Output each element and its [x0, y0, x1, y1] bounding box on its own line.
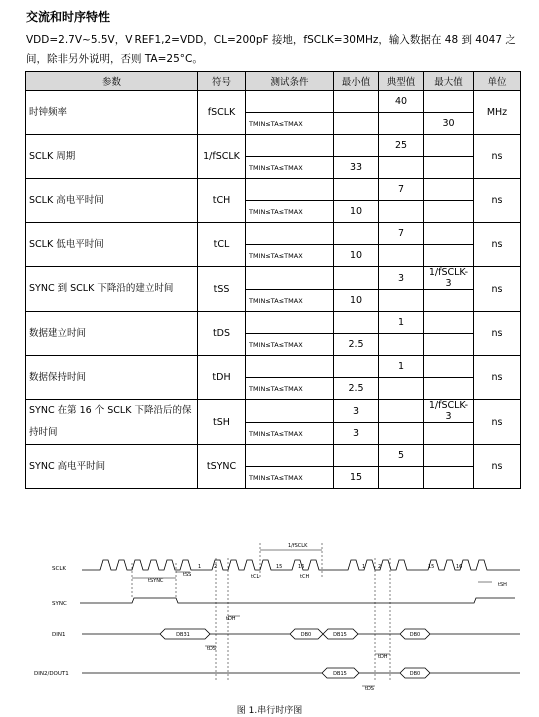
- cell-min: 10: [334, 290, 379, 312]
- cell-condition: TMIN≤TA≤TMAX: [246, 467, 334, 489]
- cell-max-bottom: 30: [424, 113, 474, 135]
- cell-condition: TMIN≤TA≤TMAX: [246, 290, 334, 312]
- cell-min: [334, 113, 379, 135]
- label-tss: tSS: [183, 572, 192, 578]
- cell-symbol: tDH: [198, 356, 246, 400]
- cell-condition-empty: [246, 91, 334, 113]
- clock-number: 15: [428, 564, 435, 570]
- sync-waveform: [80, 598, 515, 603]
- cell-symbol: 1/fSCLK: [198, 135, 246, 179]
- cell-max-bottom: [424, 157, 474, 179]
- table-row: [26, 356, 521, 378]
- cell-max-bottom: [424, 245, 474, 267]
- label-tch: tCH: [300, 574, 310, 580]
- cell-typ: [379, 400, 424, 423]
- cell-param: SCLK 低电平时间: [26, 223, 198, 267]
- cell-unit: ns: [474, 312, 521, 356]
- cell-min-top: 3: [334, 400, 379, 423]
- cell-typ: 7: [379, 179, 424, 201]
- header-typ: 典型值: [379, 72, 424, 91]
- cell-max-bottom: [424, 423, 474, 445]
- clock-number: 1: [198, 564, 202, 570]
- cell-symbol: tCL: [198, 223, 246, 267]
- cell-condition-empty: [246, 179, 334, 201]
- cell-condition: TMIN≤TA≤TMAX: [246, 113, 334, 135]
- cell-min: 15: [334, 467, 379, 489]
- cell-unit: ns: [474, 356, 521, 400]
- clock-number: 2: [214, 564, 218, 570]
- cell-typ-bottom: [379, 334, 424, 356]
- cell-typ-bottom: [379, 423, 424, 445]
- cell-symbol: tCH: [198, 179, 246, 223]
- table-row: [26, 223, 521, 245]
- signal-label-sclk: SCLK: [52, 566, 67, 572]
- table-row: [26, 179, 521, 201]
- cell-min-top: [334, 135, 379, 157]
- cell-unit: ns: [474, 135, 521, 179]
- cell-condition: TMIN≤TA≤TMAX: [246, 201, 334, 223]
- cell-min-top: [334, 91, 379, 113]
- cell-condition-empty: [246, 312, 334, 334]
- clock-number: 15: [276, 564, 283, 570]
- cell-typ: 3: [379, 267, 424, 290]
- table-row: [26, 312, 521, 334]
- cell-typ-bottom: [379, 201, 424, 223]
- label-tdh-2: tDH: [378, 654, 388, 660]
- cell-condition-empty: [246, 400, 334, 423]
- cell-unit: ns: [474, 400, 521, 445]
- cell-max-bottom: [424, 378, 474, 400]
- label-tsh: tSH: [498, 582, 507, 588]
- din1-bit-db0-2: DB0: [409, 632, 421, 638]
- signal-label-sync: SYNC: [52, 601, 67, 607]
- cell-typ: 25: [379, 135, 424, 157]
- label-tsync: tSYNC: [148, 578, 164, 584]
- cell-condition: TMIN≤TA≤TMAX: [246, 334, 334, 356]
- label-period: 1/fSCLK: [288, 543, 308, 549]
- cell-param: SYNC 高电平时间: [26, 445, 198, 489]
- label-tdh-1: tDH: [226, 616, 236, 622]
- cell-min-top: [334, 445, 379, 467]
- cell-unit: ns: [474, 267, 521, 312]
- cell-min: 2.5: [334, 378, 379, 400]
- cell-max-top: [424, 445, 474, 467]
- cell-condition-empty: [246, 356, 334, 378]
- din1-bit-db15: DB15: [333, 632, 347, 638]
- cell-typ-bottom: [379, 113, 424, 135]
- cell-unit: MHz: [474, 91, 521, 135]
- cell-symbol: tSYNC: [198, 445, 246, 489]
- cell-typ: 5: [379, 445, 424, 467]
- table-row: [26, 445, 521, 467]
- cell-min: 2.5: [334, 334, 379, 356]
- cell-typ: 40: [379, 91, 424, 113]
- cell-typ-bottom: [379, 378, 424, 400]
- cell-min-top: [334, 223, 379, 245]
- table-row: [26, 135, 521, 157]
- header-unit: 单位: [474, 72, 521, 91]
- din2-bit-db15: DB15: [333, 671, 347, 677]
- table-header-row: [26, 72, 521, 91]
- cell-max-bottom: [424, 201, 474, 223]
- table-row: [26, 400, 521, 423]
- cell-max-top: [424, 91, 474, 113]
- cell-max-top: [424, 312, 474, 334]
- cell-condition-empty: [246, 445, 334, 467]
- cell-max-top: [424, 135, 474, 157]
- label-tds-1: tDS: [207, 646, 216, 652]
- cell-param: 数据建立时间: [26, 312, 198, 356]
- clock-number: 1: [362, 564, 366, 570]
- cell-param: SYNC 在第 16 个 SCLK 下降沿后的保持时间: [26, 400, 198, 445]
- timing-guides: [132, 543, 390, 680]
- cell-typ-bottom: [379, 157, 424, 179]
- cell-param: 数据保持时间: [26, 356, 198, 400]
- cell-max-bottom: [424, 290, 474, 312]
- cell-min-top: [334, 267, 379, 290]
- cell-min-top: [334, 356, 379, 378]
- cell-symbol: tDS: [198, 312, 246, 356]
- cell-symbol: tSH: [198, 400, 246, 445]
- cell-typ-bottom: [379, 290, 424, 312]
- cell-condition-empty: [246, 223, 334, 245]
- signal-label-din1: DIN1: [52, 632, 66, 638]
- cell-min: 33: [334, 157, 379, 179]
- cell-param: SYNC 到 SCLK 下降沿的建立时间: [26, 267, 198, 312]
- din1-bit-db31: DB31: [176, 632, 190, 638]
- din1-bit-db0: DB0: [300, 632, 312, 638]
- cell-unit: ns: [474, 445, 521, 489]
- cell-condition: TMIN≤TA≤TMAX: [246, 157, 334, 179]
- section-title: 交流和时序特性: [26, 10, 111, 24]
- din2-bit-db0: DB0: [409, 671, 421, 677]
- cell-condition: TMIN≤TA≤TMAX: [246, 245, 334, 267]
- cell-min-top: [334, 179, 379, 201]
- cell-typ: 1: [379, 356, 424, 378]
- cell-min: 10: [334, 245, 379, 267]
- cell-unit: ns: [474, 223, 521, 267]
- cell-symbol: fSCLK: [198, 91, 246, 135]
- cell-condition-empty: [246, 267, 334, 290]
- serial-timing-diagram: [0, 528, 539, 700]
- clock-number: 2: [378, 564, 382, 570]
- cell-max-bottom: [424, 467, 474, 489]
- cell-min-top: [334, 312, 379, 334]
- clock-number: 16: [298, 564, 305, 570]
- cell-typ-bottom: [379, 245, 424, 267]
- figure-caption: 图 1.串行时序图: [236, 706, 303, 716]
- cell-symbol: tSS: [198, 267, 246, 312]
- header-min: 最小值: [334, 72, 379, 91]
- header-condition: 测试条件: [246, 72, 334, 91]
- label-tcl: tCL: [251, 574, 260, 580]
- header-param: 参数: [26, 72, 198, 91]
- cell-min: 3: [334, 423, 379, 445]
- table-row: [26, 91, 521, 113]
- cell-typ: 1: [379, 312, 424, 334]
- table-row: [26, 267, 521, 290]
- header-symbol: 符号: [198, 72, 246, 91]
- cell-max-top: [424, 179, 474, 201]
- din2-waveform: [82, 668, 520, 678]
- cell-typ-bottom: [379, 467, 424, 489]
- intro-text: VDD=2.7V~5.5V，V REF1,2=VDD，CL=200pF 接地，fSCLK=30MHz，输入数据在 48 到 4047 之间，除非另外说明，否则 TA=25°C。: [26, 34, 516, 65]
- cell-condition-empty: [246, 135, 334, 157]
- label-tds-2: tDS: [365, 686, 374, 692]
- signal-label-din2: DIN2/DOUT1: [34, 671, 69, 677]
- timing-arrows: [132, 550, 492, 686]
- cell-max-top: 1/fSCLK-3: [424, 267, 474, 290]
- cell-max-top: [424, 223, 474, 245]
- cell-param: SCLK 高电平时间: [26, 179, 198, 223]
- header-max: 最大值: [424, 72, 474, 91]
- clock-number: 16: [456, 564, 463, 570]
- cell-min: 10: [334, 201, 379, 223]
- cell-condition: TMIN≤TA≤TMAX: [246, 378, 334, 400]
- cell-max-top: [424, 356, 474, 378]
- cell-max-top: 1/fSCLK-3: [424, 400, 474, 423]
- cell-param: 时钟频率: [26, 91, 198, 135]
- cell-unit: ns: [474, 179, 521, 223]
- cell-max-bottom: [424, 334, 474, 356]
- cell-condition: TMIN≤TA≤TMAX: [246, 423, 334, 445]
- spec-table: [25, 71, 521, 489]
- cell-param: SCLK 周期: [26, 135, 198, 179]
- cell-typ: 7: [379, 223, 424, 245]
